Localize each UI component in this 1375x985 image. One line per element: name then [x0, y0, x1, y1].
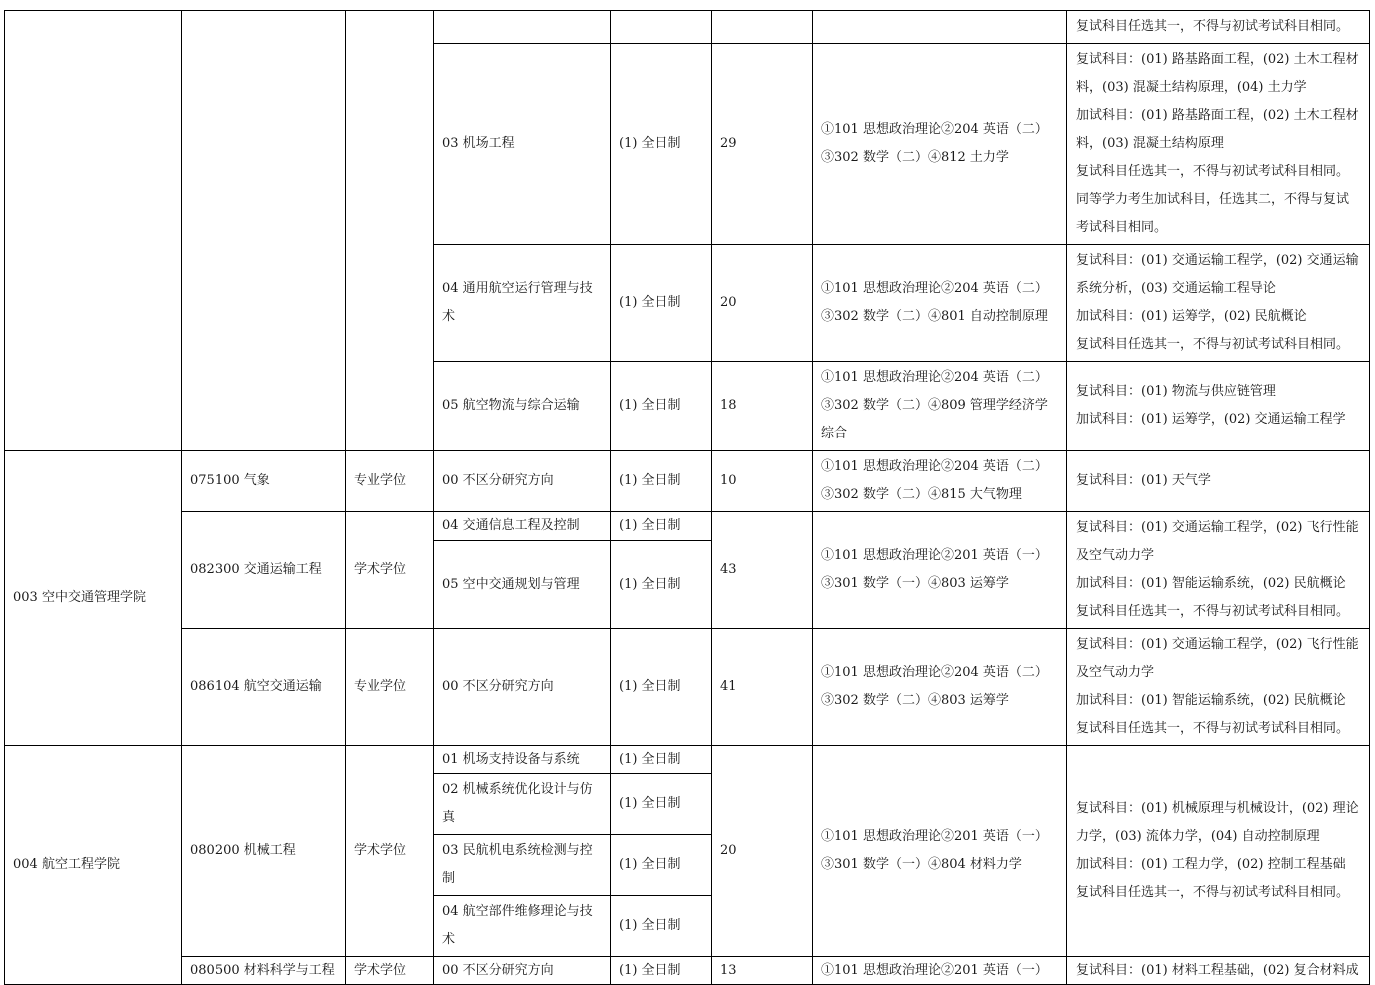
exam-cell: ①101 思想政治理论②204 英语（二）③302 数学（二）④801 自动控制原理 — [813, 245, 1067, 362]
table-row — [5, 629, 1370, 746]
direction-cell: 05 空中交通规划与管理 — [434, 541, 611, 629]
mode-cell — [611, 11, 712, 44]
requirements-cell: 复试科目：(01) 交通运输工程学，(02) 飞行性能及空气动力学 加试科目：(01) 智能运输系统，(02) 民航概论 复试科目任选其一，不得与初试考试科目相同。 — [1067, 512, 1370, 629]
direction-cell: 00 不区分研究方向 — [434, 957, 611, 985]
direction-cell: 00 不区分研究方向 — [434, 629, 611, 746]
direction-cell: 03 机场工程 — [434, 44, 611, 245]
count-cell: 41 — [712, 629, 813, 746]
direction-cell: 04 交通信息工程及控制 — [434, 512, 611, 541]
mode-cell: (1) 全日制 — [611, 541, 712, 629]
degree-cell: 学术学位 — [346, 957, 434, 985]
count-cell: 29 — [712, 44, 813, 245]
count-cell: 13 — [712, 957, 813, 985]
mode-cell: (1) 全日制 — [611, 512, 712, 541]
table-row — [5, 746, 1370, 774]
mode-cell: (1) 全日制 — [611, 451, 712, 512]
direction-cell: 03 民航机电系统检测与控制 — [434, 835, 611, 896]
exam-cell: ①101 思想政治理论②204 英语（二）③302 数学（二）④812 土力学 — [813, 44, 1067, 245]
count-cell: 43 — [712, 512, 813, 629]
mode-cell: (1) 全日制 — [611, 957, 712, 985]
requirements-cell: 复试科目：(01) 天气学 — [1067, 451, 1370, 512]
college-cell: 003 空中交通管理学院 — [5, 451, 182, 746]
degree-cell: 学术学位 — [346, 512, 434, 629]
exam-cell: ①101 思想政治理论②204 英语（二）③302 数学（二）④803 运筹学 — [813, 629, 1067, 746]
requirements-cell: 复试科目：(01) 交通运输工程学，(02) 交通运输系统分析，(03) 交通运输工程导论 加试科目：(01) 运筹学，(02) 民航概论 复试科目任选其一，不得与初试考试科目相同。 — [1067, 245, 1370, 362]
table-row — [5, 957, 1370, 985]
mode-cell: (1) 全日制 — [611, 774, 712, 835]
count-cell — [712, 11, 813, 44]
mode-cell: (1) 全日制 — [611, 629, 712, 746]
requirements-cell: 复试科目：(01) 路基路面工程，(02) 土木工程材料，(03) 混凝土结构原理，(04) 土力学 加试科目：(01) 路基路面工程，(02) 土木工程材料，(03) 混凝土结构原理 复试科目任选其一，不得与初试考试科目相同。 同等学力考生加试科目，任选其二，不得与复试考试科目相同。 — [1067, 44, 1370, 245]
admissions-table — [4, 10, 1370, 985]
major-cell: 086104 航空交通运输 — [182, 629, 346, 746]
count-cell: 20 — [712, 245, 813, 362]
requirements-cell: 复试科目：(01) 机械原理与机械设计，(02) 理论力学，(03) 流体力学，(04) 自动控制原理 加试科目：(01) 工程力学，(02) 控制工程基础 复试科目任选其一，不得与初试考试科目相同。 — [1067, 746, 1370, 957]
exam-cell: ①101 思想政治理论②201 英语（一）③301 数学（一）④804 材料力学 — [813, 746, 1067, 957]
mode-cell: (1) 全日制 — [611, 835, 712, 896]
exam-cell: ①101 思想政治理论②201 英语（一） — [813, 957, 1067, 985]
mode-cell: (1) 全日制 — [611, 746, 712, 774]
requirements-cell: 复试科目：(01) 物流与供应链管理 加试科目：(01) 运筹学，(02) 交通运输工程学 — [1067, 362, 1370, 451]
mode-cell: (1) 全日制 — [611, 896, 712, 957]
mode-cell: (1) 全日制 — [611, 44, 712, 245]
major-cell: 082300 交通运输工程 — [182, 512, 346, 629]
degree-cell: 专业学位 — [346, 451, 434, 512]
college-cell: 004 航空工程学院 — [5, 746, 182, 985]
exam-cell — [813, 11, 1067, 44]
mode-cell: (1) 全日制 — [611, 362, 712, 451]
college-cell — [5, 11, 182, 451]
exam-cell: ①101 思想政治理论②204 英语（二）③302 数学（二）④809 管理学经济学综合 — [813, 362, 1067, 451]
table-row — [5, 512, 1370, 541]
mode-cell: (1) 全日制 — [611, 245, 712, 362]
count-cell: 10 — [712, 451, 813, 512]
direction-cell: 05 航空物流与综合运输 — [434, 362, 611, 451]
direction-cell — [434, 11, 611, 44]
major-cell: 080500 材料科学与工程 — [182, 957, 346, 985]
direction-cell: 00 不区分研究方向 — [434, 451, 611, 512]
table-row — [5, 11, 1370, 44]
requirements-cell: 复试科目任选其一，不得与初试考试科目相同。 — [1067, 11, 1370, 44]
major-cell: 075100 气象 — [182, 451, 346, 512]
direction-cell: 04 航空部件维修理论与技术 — [434, 896, 611, 957]
requirements-cell: 复试科目：(01) 交通运输工程学，(02) 飞行性能及空气动力学 加试科目：(01) 智能运输系统，(02) 民航概论 复试科目任选其一，不得与初试考试科目相同。 — [1067, 629, 1370, 746]
major-cell — [182, 11, 346, 451]
exam-cell: ①101 思想政治理论②201 英语（一）③301 数学（一）④803 运筹学 — [813, 512, 1067, 629]
count-cell: 20 — [712, 746, 813, 957]
direction-cell: 04 通用航空运行管理与技术 — [434, 245, 611, 362]
table-row — [5, 451, 1370, 512]
requirements-cell: 复试科目：(01) 材料工程基础，(02) 复合材料成 — [1067, 957, 1370, 985]
direction-cell: 02 机械系统优化设计与仿真 — [434, 774, 611, 835]
degree-cell — [346, 11, 434, 451]
direction-cell: 01 机场支持设备与系统 — [434, 746, 611, 774]
count-cell: 18 — [712, 362, 813, 451]
degree-cell: 专业学位 — [346, 629, 434, 746]
degree-cell: 学术学位 — [346, 746, 434, 957]
major-cell: 080200 机械工程 — [182, 746, 346, 957]
exam-cell: ①101 思想政治理论②204 英语（二）③302 数学（二）④815 大气物理 — [813, 451, 1067, 512]
